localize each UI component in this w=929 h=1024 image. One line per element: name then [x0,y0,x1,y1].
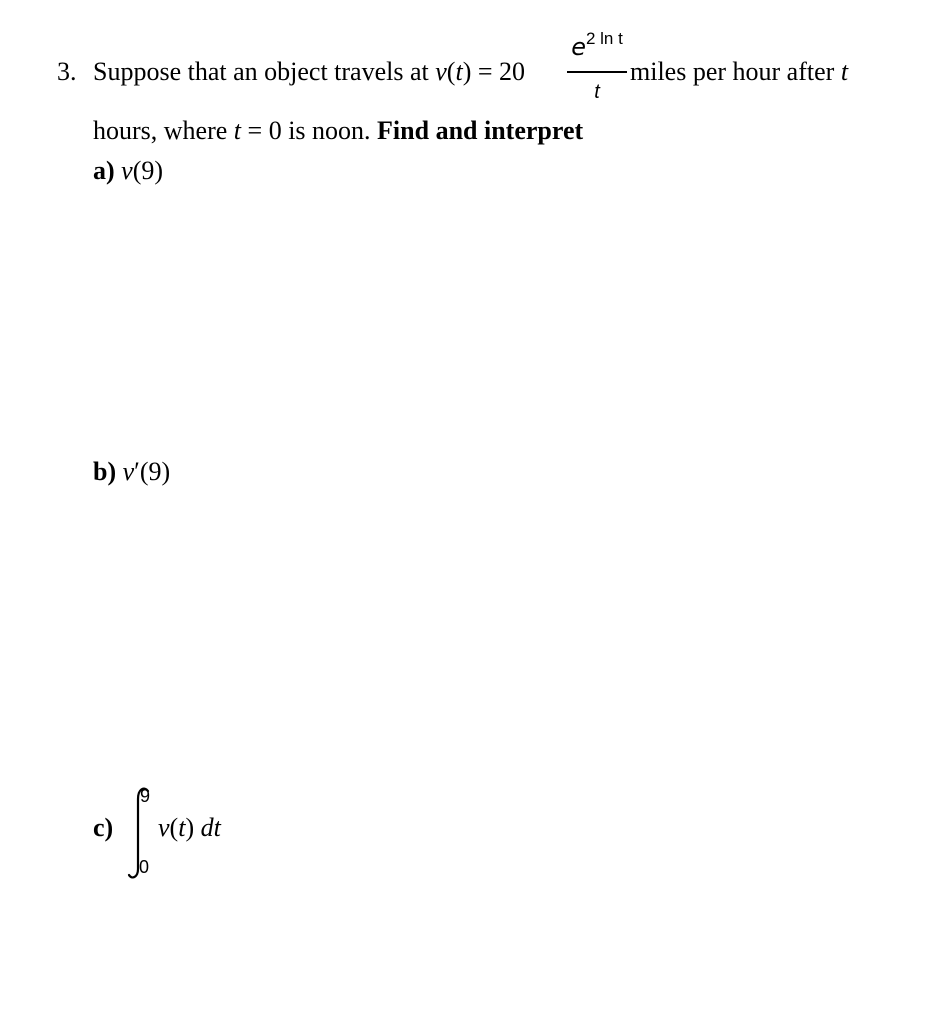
time-variable: t [840,57,849,86]
fraction-bar [567,71,627,73]
part-a-label: a) [93,156,115,185]
part-b [93,457,170,487]
function-variable: t [455,57,463,86]
line2-text-start: hours, where [93,116,234,145]
fraction-denominator: t [594,81,600,103]
equals-coefficient: = 20 [471,57,526,86]
part-b-label: b) [93,457,117,486]
part-b-expression: v′(9) [122,457,171,486]
part-a [93,156,163,186]
question-line-1: Suppose that an object travels at v(t) = 20 [93,57,526,86]
part-c-label: c) [93,813,114,842]
question-intro-text: Suppose that an object travels at [93,57,436,86]
line2-text-middle: = 0 is noon. [241,116,378,145]
question-line-2 [93,116,583,146]
fraction-numerator [567,29,627,62]
part-a-expression: v(9) [121,156,164,185]
function-name: v [435,57,447,86]
integral-lower-limit: 0 [139,857,150,877]
instruction-bold: Find and interpret [377,116,584,145]
line2-variable: t [233,116,242,145]
question-number: 3. [57,57,77,86]
integrand: v(t) dt [158,813,221,842]
exponential-base: e [571,33,586,61]
exponent: 2 ln t [585,29,623,48]
velocity-fraction [567,29,627,112]
question-line-1-end [630,57,848,87]
units-text: miles per hour after [630,57,841,86]
integral-upper-limit: 9 [140,786,151,806]
